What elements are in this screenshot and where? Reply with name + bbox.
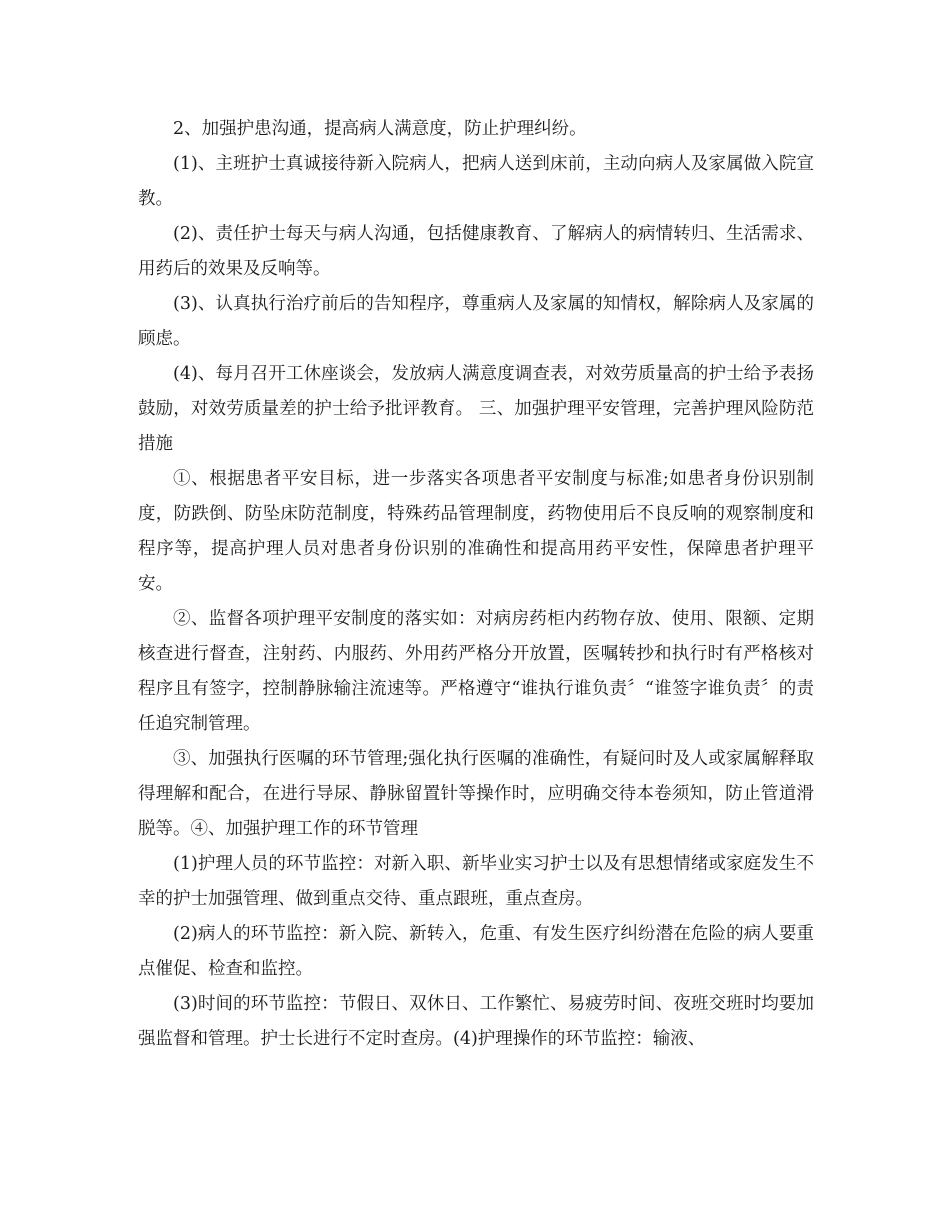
paragraph-9: (1)护理人员的环节监控：对新入职、新毕业实习护士以及有思想情绪或家庭发生不幸的护士加强管理、做到重点交待、重点跟班，重点查房。	[138, 854, 814, 909]
document-body	[138, 112, 814, 1057]
paragraph-3: (2)、责任护士每天与病人沟通，包括健康教育、了解病人的病情转归、生活需求、用药后的效果及反响等。	[138, 224, 814, 279]
paragraph-4: (3)、认真执行治疗前后的告知程序，尊重病人及家属的知情权，解除病人及家属的顾虑。	[138, 294, 814, 349]
paragraph-6: ①、根据患者平安目标，进一步落实各项患者平安制度与标准;如患者身份识别制度，防跌倒、防坠床防范制度，特殊药品管理制度，药物使用后不良反响的观察制度和程序等，提高护理人员对患者身份识别的准确性和提高用药平安性，保障患者护理平安。	[138, 469, 814, 594]
paragraph-1: 2、加强护患沟通，提高病人满意度，防止护理纠纷。	[173, 119, 587, 139]
paragraph-5: (4)、每月召开工休座谈会，发放病人满意度调查表，对效劳质量高的护士给予表扬鼓励，对效劳质量差的护士给予批评教育。 三、加强护理平安管理，完善护理风险防范措施	[138, 364, 814, 454]
paragraph-7: ②、监督各项护理平安制度的落实如：对病房药柜内药物存放、使用、限额、定期核查进行督查，注射药、内服药、外用药严格分开放置，医嘱转抄和执行时有严格核对程序且有签字，控制静脉输注流速等。严格遵守“谁执行谁负责〞“谁签字谁负责〞的责任追究制管理。	[138, 609, 814, 734]
paragraph-11: (3)时间的环节监控：节假日、双休日、工作繁忙、易疲劳时间、夜班交班时均要加强监督和管理。护士长进行不定时查房。(4)护理操作的环节监控：输液、	[138, 994, 814, 1049]
paragraph-8: ③、加强执行医嘱的环节管理;强化执行医嘱的准确性，有疑问时及人或家属解释取得理解和配合，在进行导尿、静脉留置针等操作时，应明确交待本卷须知，防止管道滑脱等。④、加强护理工作的环节管理	[138, 749, 814, 839]
paragraph-10: (2)病人的环节监控：新入院、新转入，危重、有发生医疗纠纷潜在危险的病人要重点催促、检查和监控。	[138, 924, 814, 979]
paragraph-2: (1)、主班护士真诚接待新入院病人，把病人送到床前，主动向病人及家属做入院宣教。	[138, 154, 814, 209]
